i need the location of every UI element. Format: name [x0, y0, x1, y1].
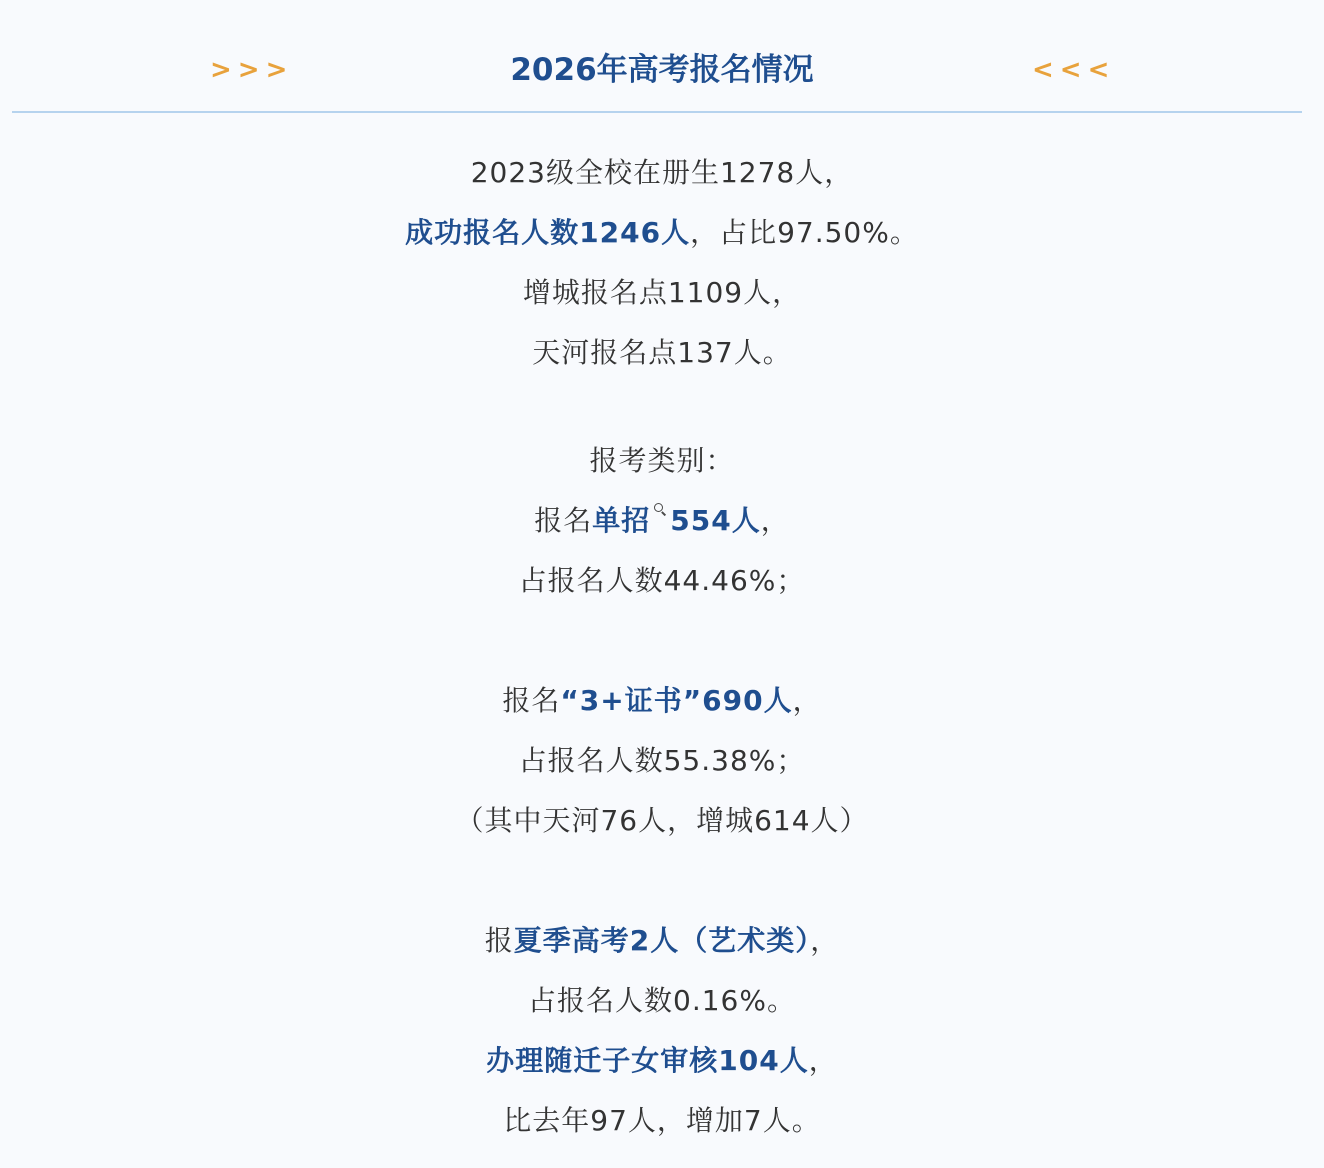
- tianhe-text: 天河报名点137人。: [532, 336, 792, 369]
- migrant-rest: ，: [808, 1044, 838, 1077]
- 3plus-breakdown-text: （其中天河76人，增城614人）: [455, 804, 869, 837]
- text-line-3plus-breakdown: [0, 801, 1324, 841]
- search-icon[interactable]: [652, 501, 668, 523]
- single-ratio-text: 占报名人数44.46%；: [518, 564, 806, 597]
- summer-ratio-text: 占报名人数0.16%。: [528, 984, 796, 1017]
- text-line-category-heading: [0, 441, 1324, 481]
- registered-rest: ，占比97.50%。: [690, 216, 919, 249]
- single-enroll-count: 554人: [670, 504, 761, 537]
- 3plus-highlight: “3+证书”690人: [560, 684, 793, 717]
- migrant-compare-text: 比去年97人，增加7人。: [503, 1104, 821, 1137]
- category-heading: 报考类别：: [589, 444, 735, 477]
- 3plus-ratio-text: 占报名人数55.38%；: [518, 744, 806, 777]
- text-line-summer-ratio: [0, 981, 1324, 1021]
- text-line-single-ratio: [0, 561, 1324, 601]
- text-line-tianhe: [0, 333, 1324, 373]
- text-line-3plus: [0, 681, 1324, 721]
- summer-prefix: 报: [484, 924, 514, 957]
- text-line-migrant-compare: [0, 1101, 1324, 1141]
- migrant-highlight: 办理随迁子女审核104人: [486, 1044, 809, 1077]
- text-line-zengcheng: [0, 273, 1324, 313]
- text-line-summer: [0, 921, 1324, 961]
- text-line-enrolled: [0, 153, 1324, 193]
- summer-highlight: 夏季高考2人（艺术类）: [513, 924, 811, 957]
- summer-rest: ，: [810, 924, 840, 957]
- right-arrows-decoration: <<<: [1032, 55, 1116, 85]
- text-line-3plus-ratio: [0, 741, 1324, 781]
- text-line-migrant: [0, 1041, 1324, 1081]
- section-header: [0, 0, 1324, 112]
- text-line-registered: [0, 213, 1324, 253]
- registered-highlight: 成功报名人数1246人: [405, 216, 691, 249]
- 3plus-rest: ，: [792, 684, 822, 717]
- left-arrows-decoration: >>>: [210, 55, 294, 85]
- text-line-single-enroll: [0, 501, 1324, 541]
- single-enroll-prefix: 报名: [534, 504, 593, 537]
- zengcheng-text: 增城报名点1109人，: [522, 276, 802, 309]
- single-enroll-rest: ，: [760, 504, 790, 537]
- enrolled-text: 2023级全校在册生1278人，: [470, 156, 854, 189]
- single-enroll-link[interactable]: 单招: [592, 504, 651, 537]
- page-title: 2026年高考报名情况: [510, 52, 814, 88]
- 3plus-prefix: 报名: [502, 684, 561, 717]
- header-divider: [12, 111, 1302, 113]
